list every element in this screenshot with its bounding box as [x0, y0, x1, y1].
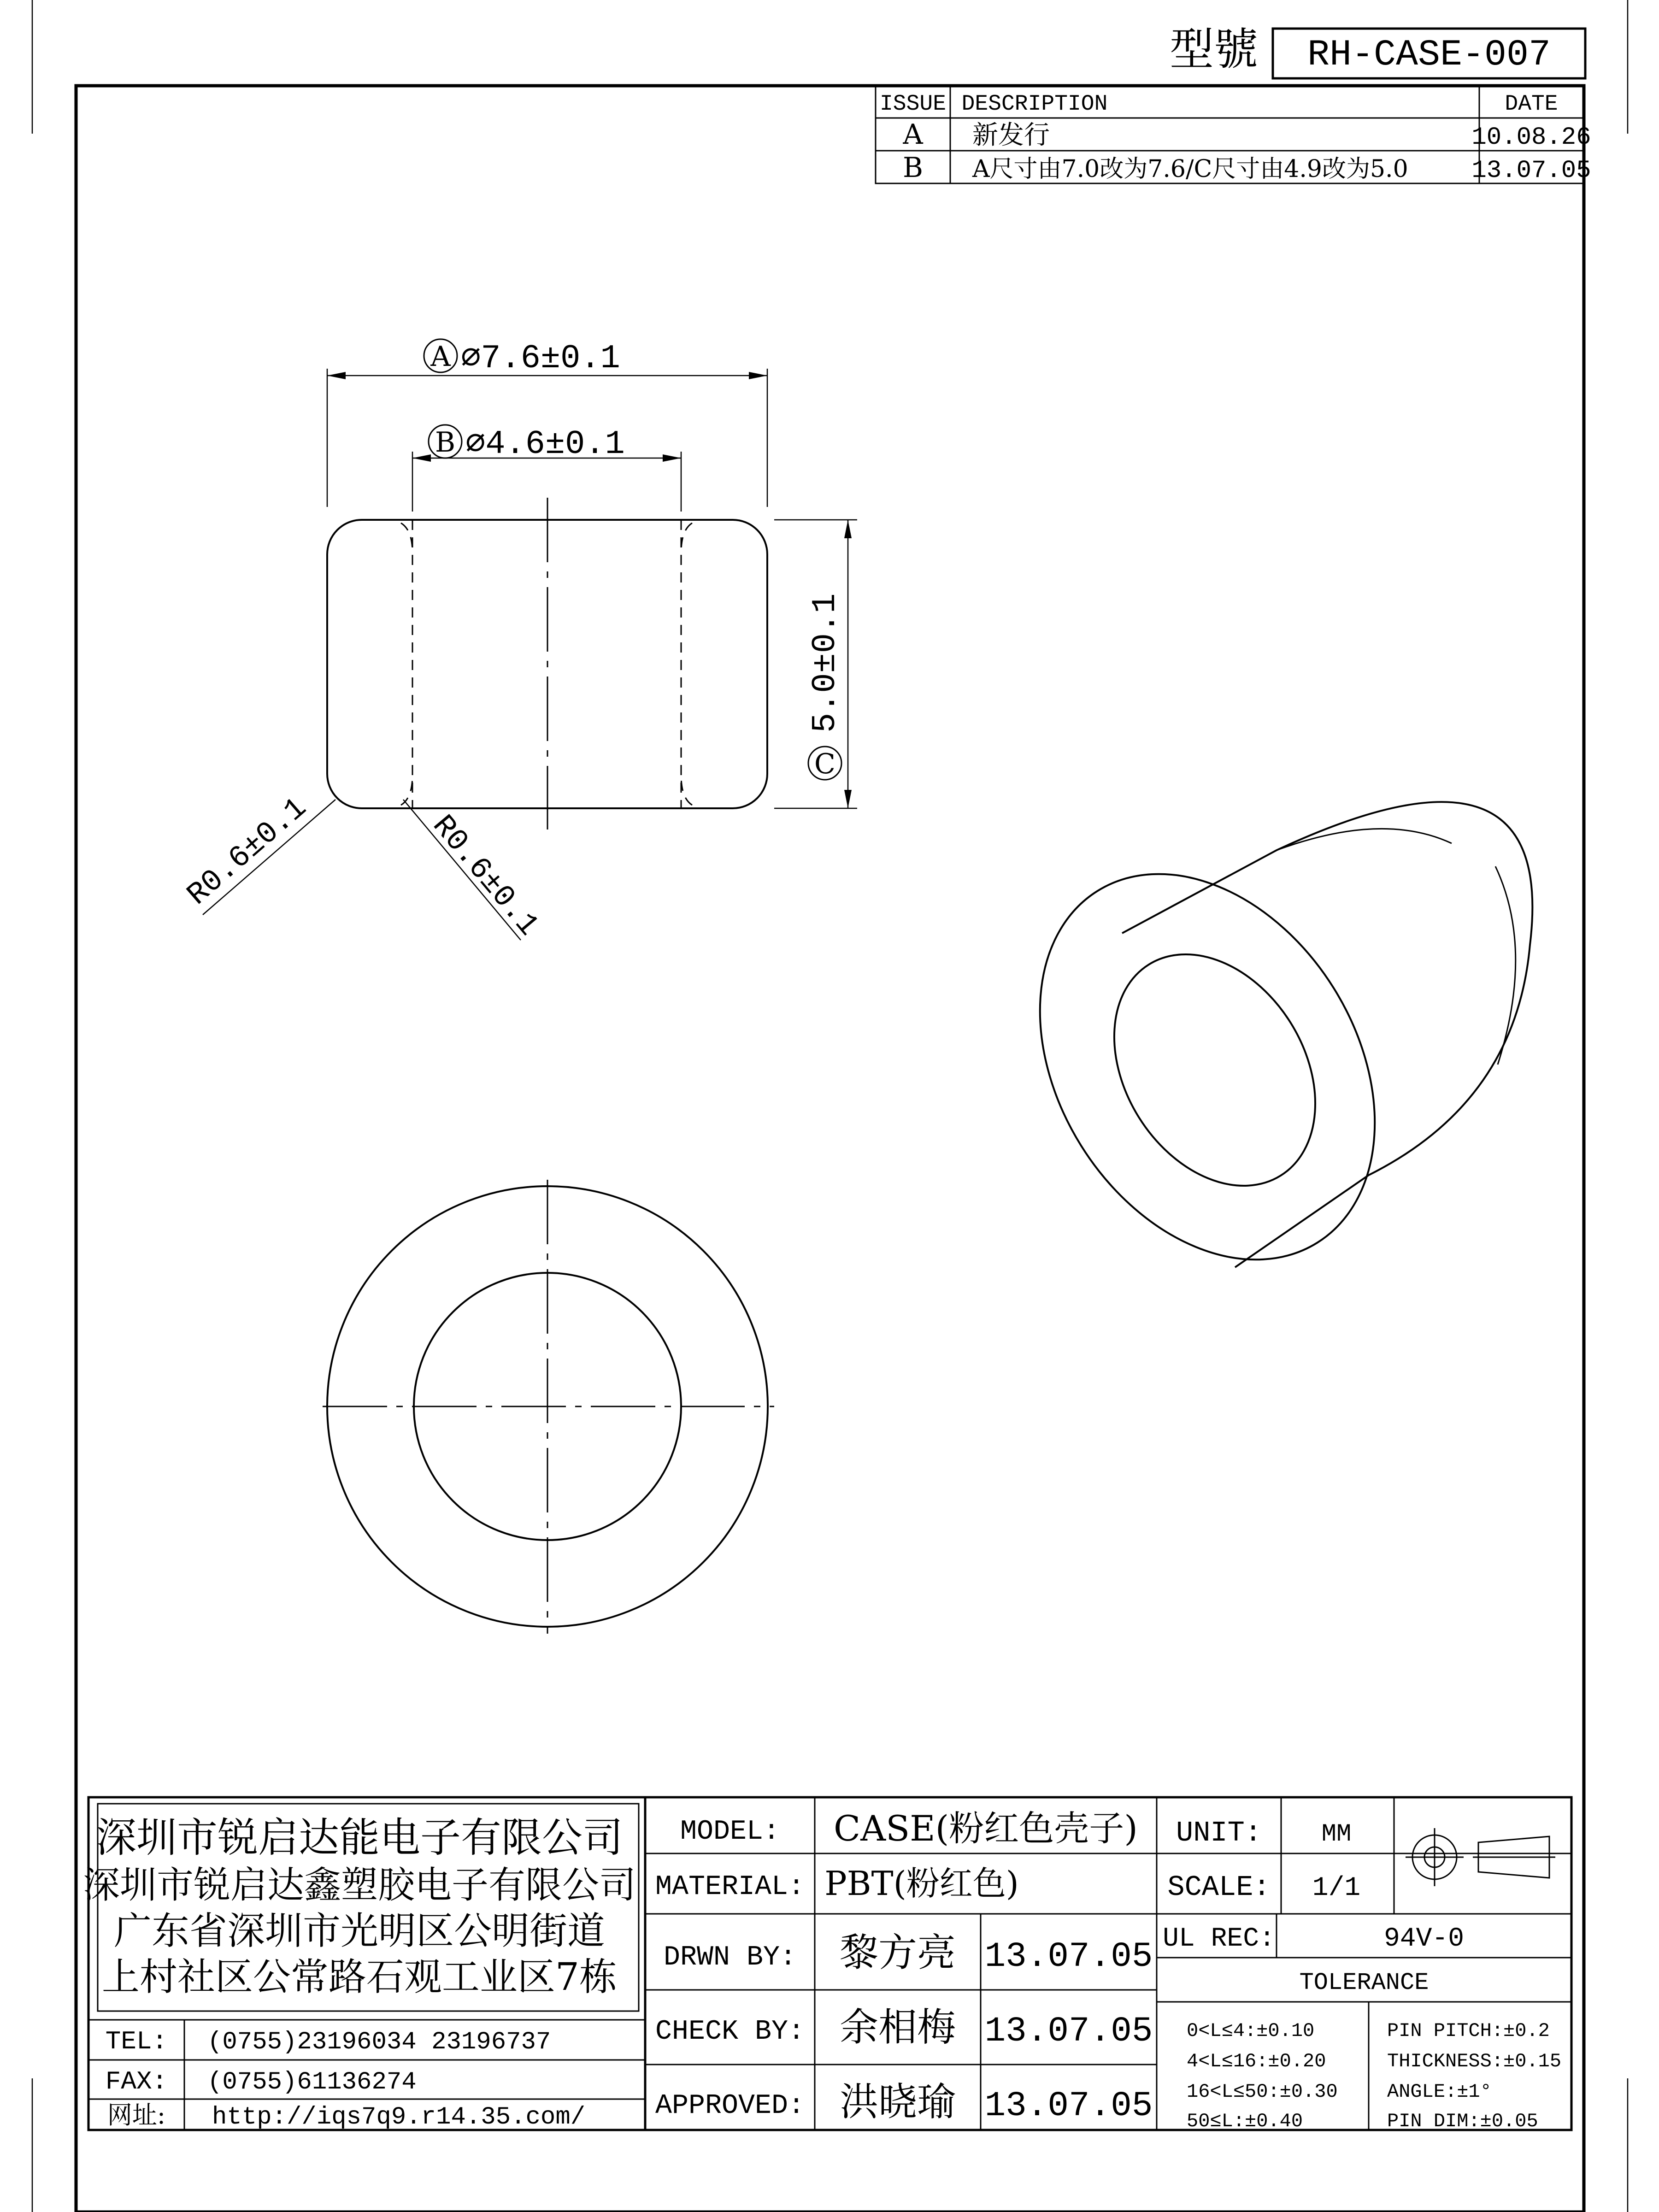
check-by-name: 余相梅 [839, 2005, 956, 2050]
revision-b-date: 13.07.05 [1471, 157, 1591, 185]
tolerance-left-2: 4<L≤16:±0.20 [1187, 2050, 1326, 2072]
material-value: PBT(粉红色) [824, 1864, 1019, 1903]
radius-callout-right [403, 800, 546, 943]
dimension-a-tag: A [430, 341, 451, 373]
model-number-label: 型號 [1170, 24, 1258, 75]
company-line-3: 广东省深圳市光明区公明街道 [113, 1909, 606, 1953]
radius-right-label: R0.6±0.1 [425, 808, 546, 943]
check-by-date: 13.07.05 [984, 2012, 1153, 2051]
approved-label: APPROVED: [655, 2090, 805, 2122]
check-by-label: CHECK BY: [655, 2016, 805, 2047]
revision-b-description: A尺寸由7.0改为7.6/C尺寸由4.9改为5.0 [972, 155, 1408, 183]
tel-label: TEL: [105, 2027, 168, 2056]
revision-header-issue: ISSUE [879, 92, 947, 117]
material-label: MATERIAL: [655, 1871, 805, 1903]
dimension-b-label: ⌀4.6±0.1 [465, 425, 625, 463]
tolerance-left-4: 50≤L:±0.40 [1187, 2110, 1303, 2132]
unit-label: UNIT: [1176, 1817, 1262, 1849]
website-value: http://iqs7q9.r14.35.com/ [212, 2103, 586, 2131]
approved-name: 洪晓瑜 [839, 2079, 956, 2124]
radius-callout-left [181, 791, 335, 915]
dimension-a [327, 339, 767, 507]
drawn-by-label: DRWN BY: [663, 1942, 797, 1973]
model-number-header [1170, 24, 1585, 78]
revision-a-issue: A [903, 118, 923, 151]
revision-header-description: DESCRIPTION [961, 92, 1108, 117]
cylinder-bore [1073, 917, 1356, 1223]
top-view [323, 1180, 774, 1634]
tolerance-right-4: PIN DIM:±0.05 [1387, 2110, 1538, 2132]
tolerance-left-1: 0<L≤4:±0.10 [1187, 2020, 1315, 2042]
projection-symbol-icon [1406, 1828, 1555, 1886]
company-line-2: 深圳市锐启达鑫塑胶电子有限公司 [83, 1864, 636, 1906]
isometric-view [971, 802, 1533, 1322]
cylinder-body [1122, 802, 1532, 1267]
ul-rec-label: UL REC: [1163, 1924, 1275, 1954]
revision-a-description: 新发行 [972, 120, 1050, 150]
tolerance-right-1: PIN PITCH:±0.2 [1387, 2020, 1550, 2042]
dimension-a-label: ⌀7.6±0.1 [461, 340, 620, 377]
model-label: MODEL: [680, 1816, 780, 1847]
company-line-1: 深圳市锐启达能电子有限公司 [95, 1814, 624, 1861]
revision-b-issue: B [902, 152, 924, 184]
tolerance-header: TOLERANCE [1299, 1969, 1429, 1996]
website-label: 网址: [107, 2100, 166, 2130]
scale-label: SCALE: [1167, 1871, 1271, 1904]
company-line-4: 上村社区公常路石观工业区7栋 [101, 1955, 618, 1999]
side-view [181, 339, 857, 943]
revision-table [876, 86, 1591, 185]
fax-value: (0755)61136274 [207, 2068, 417, 2096]
tolerance-right-2: THICKNESS:±0.15 [1387, 2050, 1562, 2072]
revision-header-date: DATE [1505, 92, 1558, 117]
title-block [83, 1797, 1571, 2132]
dimension-b-tag: B [435, 426, 456, 459]
tel-value: (0755)23196034 23196737 [207, 2028, 551, 2056]
model-value: CASE(粉红色壳子) [834, 1808, 1138, 1849]
radius-left-label: R0.6±0.1 [180, 790, 314, 913]
ul-rec-value: 94V-0 [1383, 1924, 1465, 1954]
model-number-value: RH-CASE-007 [1307, 34, 1551, 76]
dimension-c-tag: C [814, 748, 835, 780]
scale-value: 1/1 [1312, 1873, 1361, 1903]
dimension-c [774, 520, 857, 808]
drawn-by-date: 13.07.05 [984, 1937, 1153, 1977]
tolerance-left-3: 16<L≤50:±0.30 [1187, 2081, 1338, 2103]
approved-date: 13.07.05 [984, 2086, 1153, 2126]
dimension-c-label: 5.0±0.1 [806, 593, 844, 733]
unit-value: MM [1321, 1820, 1352, 1848]
fax-label: FAX: [105, 2067, 168, 2096]
drawn-by-name: 黎方亮 [839, 1930, 956, 1975]
revision-a-date: 10.08.26 [1471, 124, 1591, 152]
cylinder-front-face [971, 812, 1444, 1322]
tolerance-right-3: ANGLE:±1° [1387, 2081, 1492, 2103]
